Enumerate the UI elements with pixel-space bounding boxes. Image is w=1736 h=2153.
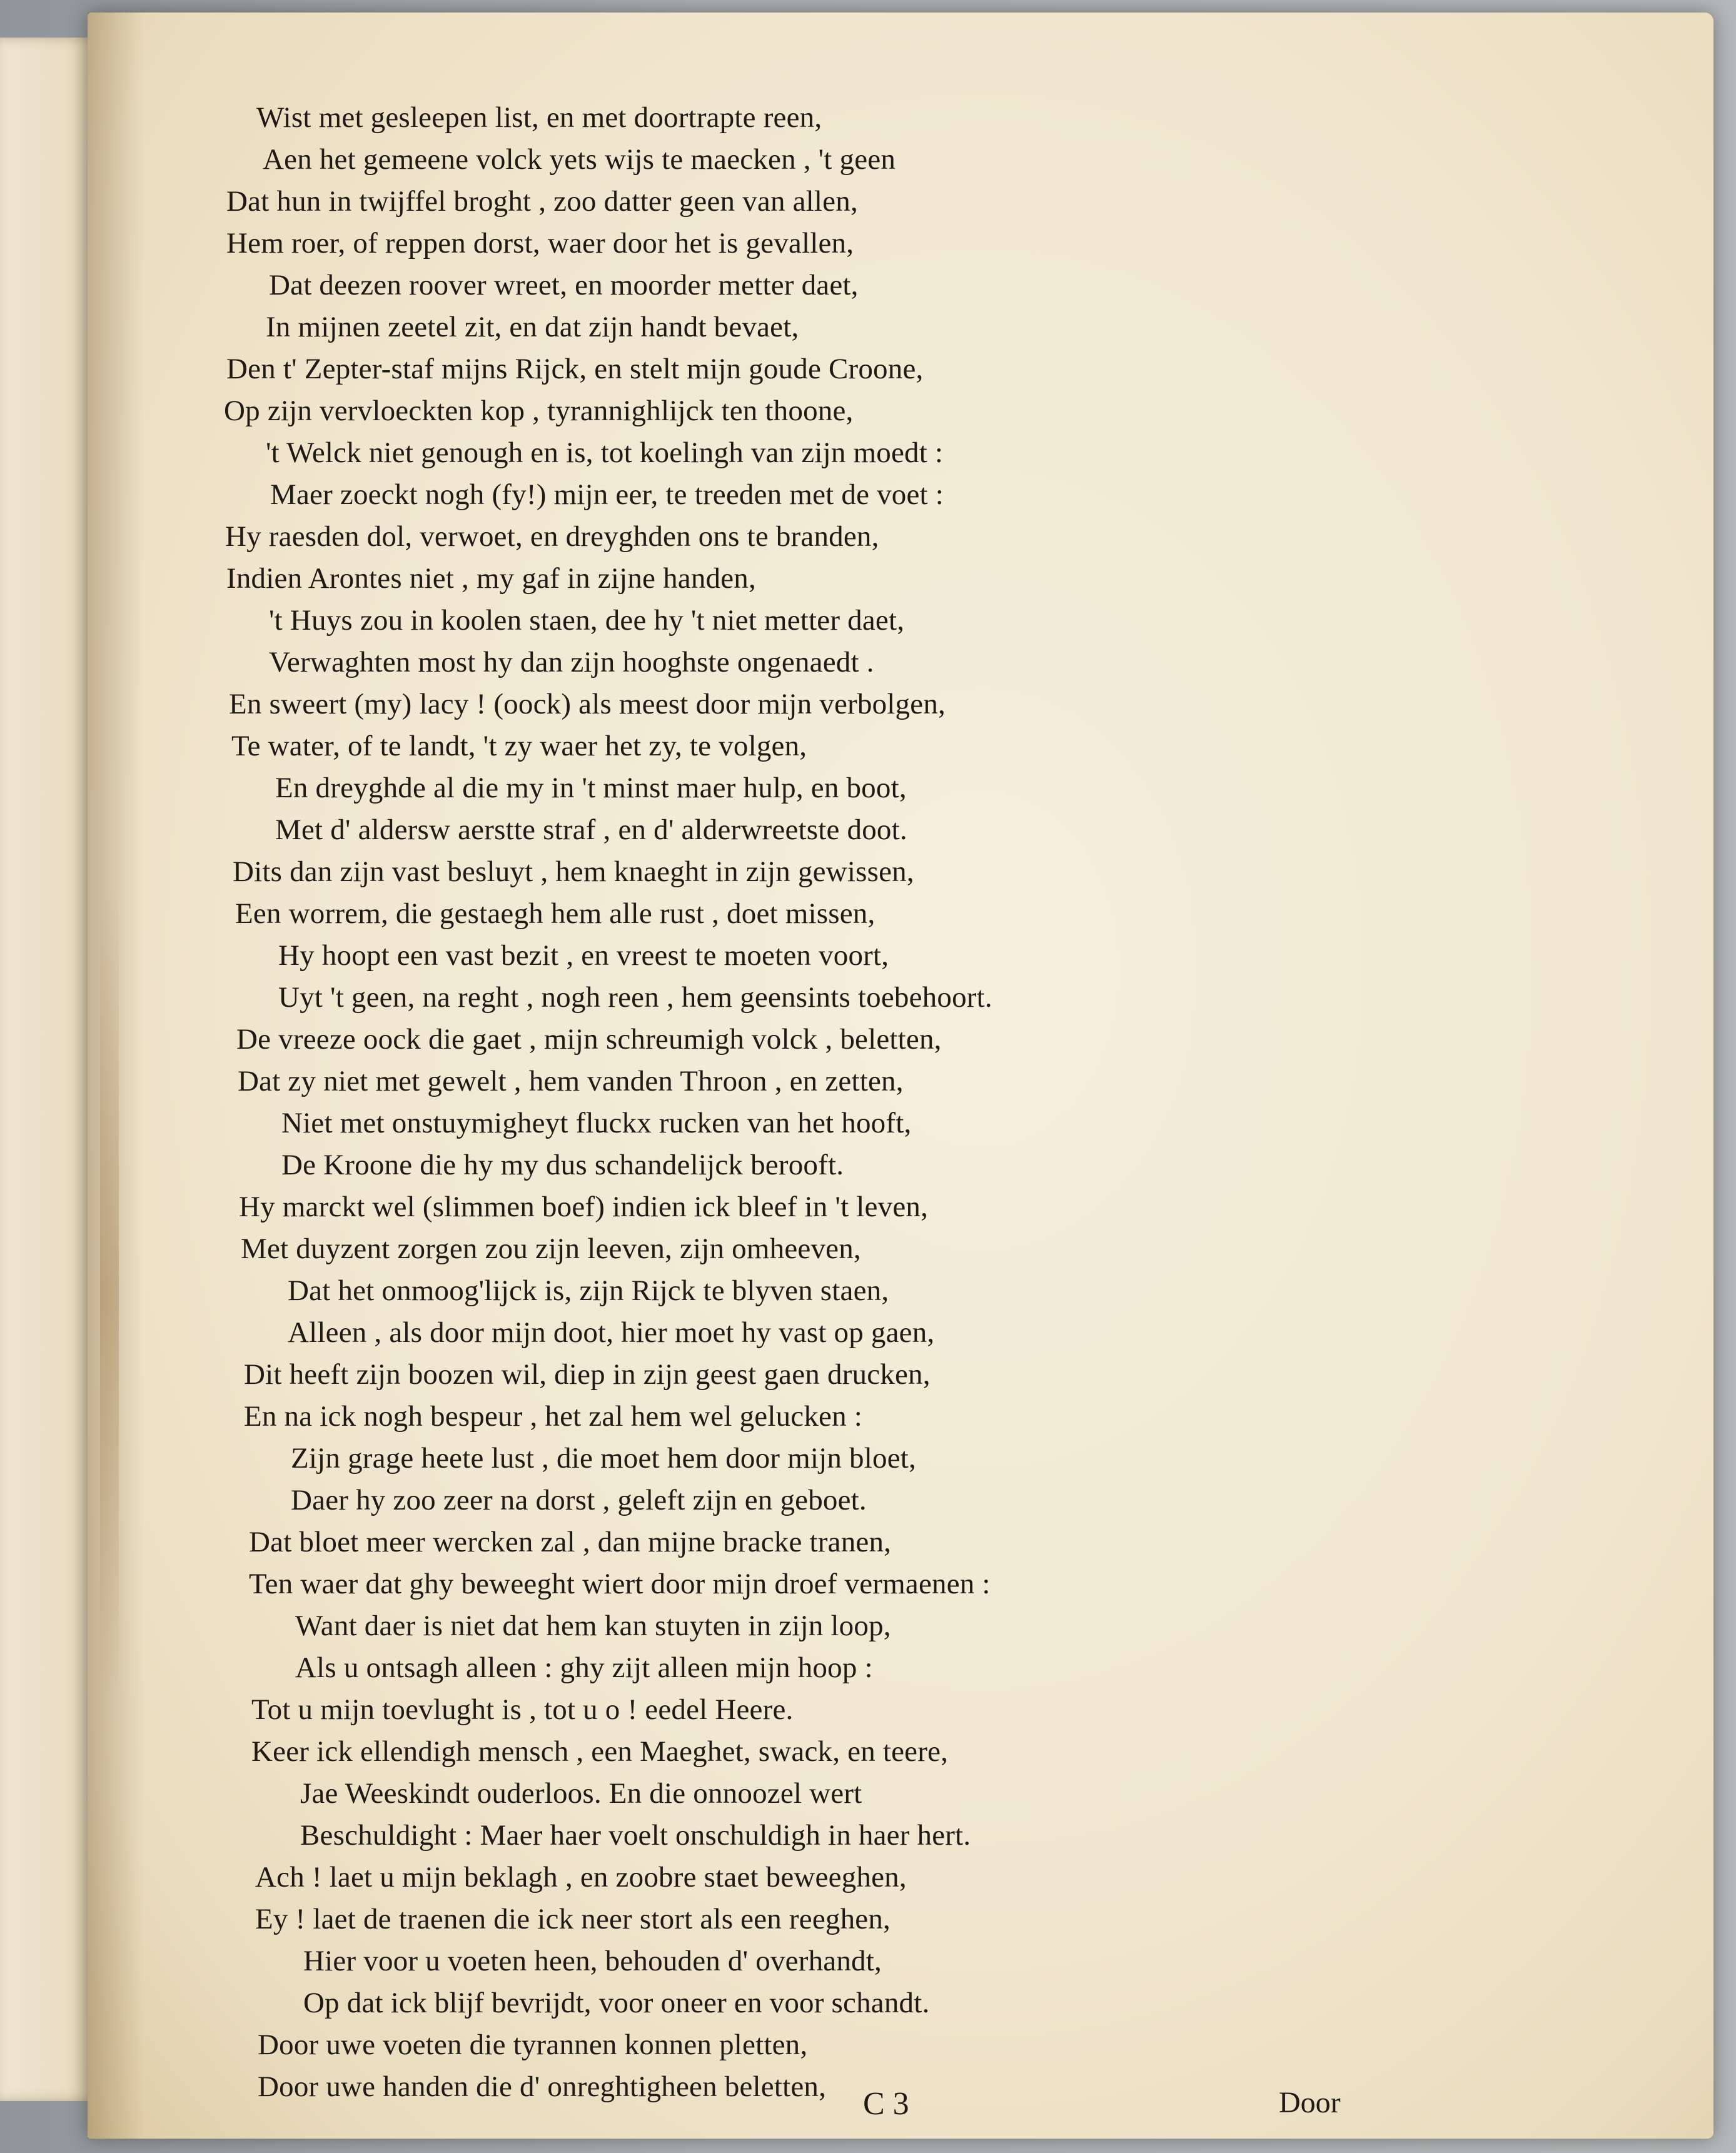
poem-line: De vreeze oock die gaet , mijn schreumigh volck , beletten, xyxy=(236,1023,942,1056)
poem-line: Tot u mijn toevlught is , tot u o ! eedel Heere. xyxy=(251,1693,794,1726)
poem-line: Op zijn vervloeckten kop , tyrannighlijck ten thoone, xyxy=(224,395,854,427)
poem-line: Met d' aldersw aerstte straf , en d' alderwreetste doot. xyxy=(275,814,907,846)
poem-line: Een worrem, die gestaegh hem alle rust , doet missen, xyxy=(235,897,876,930)
poem-line: Dat deezen roover wreet, en moorder metter daet, xyxy=(269,269,859,301)
book-page xyxy=(88,13,1713,2139)
poem-line: Als u ontsagh alleen : ghy zijt alleen mijn hoop : xyxy=(295,1651,873,1684)
poem-line: Jae Weeskindt ouderloos. En die onnoozel wert xyxy=(300,1777,862,1810)
poem-line: Keer ick ellendigh mensch , een Maeghet, swack, en teere, xyxy=(251,1735,949,1768)
poem-line: Beschuldight : Maer haer voelt onschuldigh in haer hert. xyxy=(300,1819,971,1852)
poem-line: Hy hoopt een vast bezit , en vreest te moeten voort, xyxy=(278,939,889,972)
poem-line: 't Huys zou in koolen staen, dee hy 't niet metter daet, xyxy=(269,604,905,637)
poem-line: Verwaghten most hy dan zijn hooghste ongenaedt . xyxy=(269,646,874,678)
poem-line: Hier voor u voeten heen, behouden d' overhandt, xyxy=(303,1945,882,1977)
poem-line: Te water, of te landt, 't zy waer het zy, te volgen, xyxy=(231,730,807,762)
poem-line: Hem roer, of reppen dorst, waer door het is gevallen, xyxy=(226,227,854,260)
poem-line: Op dat ick blijf bevrijdt, voor oneer en voor schandt. xyxy=(303,1987,930,2019)
poem-line: Dit heeft zijn boozen wil, diep in zijn geest gaen drucken, xyxy=(244,1358,931,1391)
poem-line: 't Welck niet genough en is, tot koelingh van zijn moedt : xyxy=(266,436,944,469)
poem-line: Want daer is niet dat hem kan stuyten in zijn loop, xyxy=(295,1610,891,1642)
poem-line: Dat zy niet met gewelt , hem vanden Throon , en zetten, xyxy=(238,1065,904,1097)
catchword: Door xyxy=(1279,2086,1341,2119)
poem-line: Dat hun in twijffel broght , zoo datter geen van allen, xyxy=(226,185,858,218)
previous-page-edge xyxy=(0,38,100,2101)
poem-line: Maer zoeckt nogh (fy!) mijn eer, te treeden met de voet : xyxy=(270,478,944,511)
poem-text xyxy=(88,13,1713,2139)
poem-line: Dat bloet meer wercken zal , dan mijne bracke tranen, xyxy=(249,1526,892,1558)
poem-line: Ten waer dat ghy beweeght wiert door mijn droef vermaenen : xyxy=(249,1568,991,1600)
poem-line: Met duyzent zorgen zou zijn leeven, zijn omheeven, xyxy=(241,1233,861,1265)
poem-line: En dreyghde al die my in 't minst maer hulp, en boot, xyxy=(275,772,907,804)
poem-line: Niet met onstuymigheyt fluckx rucken van het hooft, xyxy=(281,1107,912,1139)
poem-line: Zijn grage heete lust , die moet hem door mijn bloet, xyxy=(291,1442,916,1475)
poem-line: Dat het onmoog'lijck is, zijn Rijck te blyven staen, xyxy=(288,1274,889,1307)
poem-line: Ach ! laet u mijn beklagh , en zoobre staet beweeghen, xyxy=(255,1861,907,1893)
poem-line: Alleen , als door mijn doot, hier moet hy vast op gaen, xyxy=(288,1316,935,1349)
poem-line: Hy raesden dol, verwoet, en dreyghden ons te branden, xyxy=(225,520,879,553)
poem-line: Uyt 't geen, na reght , nogh reen , hem geensints toebehoort. xyxy=(278,981,992,1014)
poem-line: Ey ! laet de traenen die ick neer stort als een reeghen, xyxy=(255,1903,891,1935)
poem-line: In mijnen zeetel zit, en dat zijn handt bevaet, xyxy=(266,311,799,343)
poem-line: Daer hy zoo zeer na dorst , geleft zijn en geboet. xyxy=(291,1484,867,1516)
poem-line: Hy marckt wel (slimmen boef) indien ick bleef in 't leven, xyxy=(239,1191,929,1223)
poem-line: De Kroone die hy my dus schandelijck berooft. xyxy=(281,1149,844,1181)
poem-line: Door uwe voeten die tyrannen konnen pletten, xyxy=(258,2029,808,2061)
signature-mark: C 3 xyxy=(863,2086,909,2122)
poem-line: En sweert (my) lacy ! (oock) als meest door mijn verbolgen, xyxy=(229,688,946,720)
poem-line: En na ick nogh bespeur , het zal hem wel gelucken : xyxy=(244,1400,863,1433)
poem-line: Door uwe handen die d' onreghtigheen beletten, xyxy=(258,2070,827,2103)
poem-line: Den t' Zepter-staf mijns Rijck, en stelt mijn goude Croone, xyxy=(226,353,924,385)
poem-line: Wist met gesleepen list, en met doortrapte reen, xyxy=(256,101,822,134)
poem-line: Indien Arontes niet , my gaf in zijne handen, xyxy=(226,562,756,595)
poem-line: Aen het gemeene volck yets wijs te maecken , 't geen xyxy=(263,143,896,176)
poem-line: Dits dan zijn vast besluyt , hem knaeght in zijn gewissen, xyxy=(233,855,914,888)
